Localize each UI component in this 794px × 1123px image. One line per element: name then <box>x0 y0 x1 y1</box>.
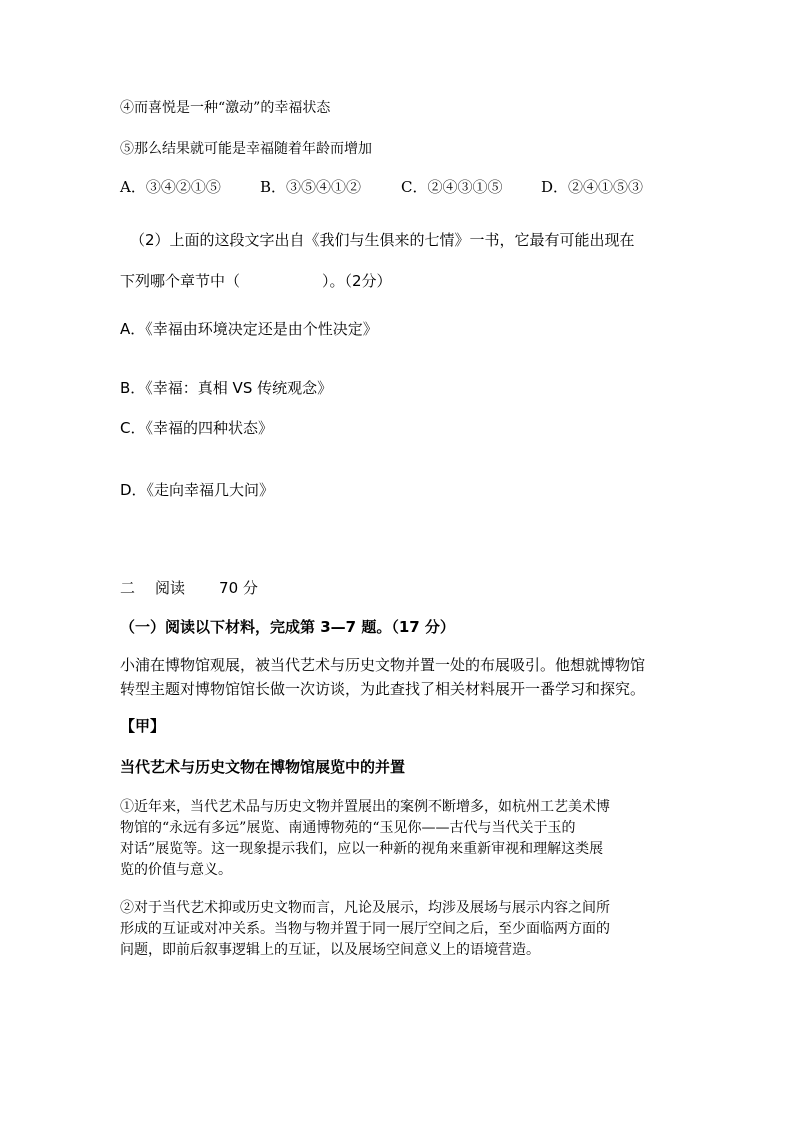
para1-line1: ①近年来，当代艺术品与历史文物并置展出的案例不断增多，如杭州工艺美术博 <box>120 799 610 815</box>
material-label: 【甲】 <box>120 717 166 735</box>
section-number: 二 <box>120 579 136 597</box>
part1-intro-line1: 小浦在博物馆观展，被当代艺术与历史文物并置一处的布展吸引。他想就博物馆 <box>120 656 646 674</box>
part1-heading: （一）阅读以下材料，完成第 3—7 题。（17 分） <box>120 618 455 636</box>
q2-stem-after-blank: ）。（2分） <box>322 272 392 290</box>
q2-option-b: B．《幸福：真相 VS 传统观念》 <box>120 379 333 397</box>
para1-line4: 览的价值与意义。 <box>120 862 232 878</box>
para1-line3: 对话”展览等。这一现象提示我们，应以一种新的视角来重新审视和理解这类展 <box>120 841 604 857</box>
section-score: 70 分 <box>219 579 258 597</box>
para2-line2: 形成的互证或对冲关系。当物与物并置于同一展厅空间之后，至少面临两方面的 <box>120 921 610 937</box>
section-name: 阅读 <box>155 579 186 597</box>
q2-option-c: C．《幸福的四种状态》 <box>120 419 273 437</box>
q1-option-c: C．②④③①⑤ <box>401 178 503 196</box>
section-heading <box>120 577 258 598</box>
q2-option-a: A．《幸福由环境决定还是由个性决定》 <box>120 320 378 338</box>
q1-option-d: D．②④①⑤③ <box>541 178 644 196</box>
para2-line3: 问题，即前后叙事逻辑上的互证，以及展场空间意义上的语境营造。 <box>120 942 540 958</box>
article-title: 当代艺术与历史文物在博物馆展览中的并置 <box>120 758 406 776</box>
q1-option-a: A．③④②①⑤ <box>120 178 221 196</box>
q1-options <box>120 176 643 197</box>
q1-item-5: ⑤那么结果就可能是幸福随着年龄而增加 <box>120 141 372 157</box>
q2-stem-line1: （2）上面的这段文字出自《我们与生俱来的七情》一书，它最有可能出现在 <box>130 231 635 249</box>
q2-stem-before-blank: 下列哪个章节中（ <box>120 272 241 290</box>
para2-line1: ②对于当代艺术抑或历史文物而言，凡论及展示，均涉及展场与展示内容之间所 <box>120 900 610 916</box>
para1-line2: 物馆的“永远有多远”展览、南通博物苑的“玉见你——古代与当代关于玉的 <box>120 820 576 836</box>
q1-item-4: ④而喜悦是一种“激动”的幸福状态 <box>120 100 331 116</box>
q2-stem-line2 <box>120 270 392 291</box>
q2-option-d: D．《走向幸福几大问》 <box>120 481 275 499</box>
part1-intro-line2: 转型主题对博物馆馆长做一次访谈，为此查找了相关材料展开一番学习和探究。 <box>120 680 646 698</box>
q1-option-b: B．③⑤④①② <box>260 178 362 196</box>
